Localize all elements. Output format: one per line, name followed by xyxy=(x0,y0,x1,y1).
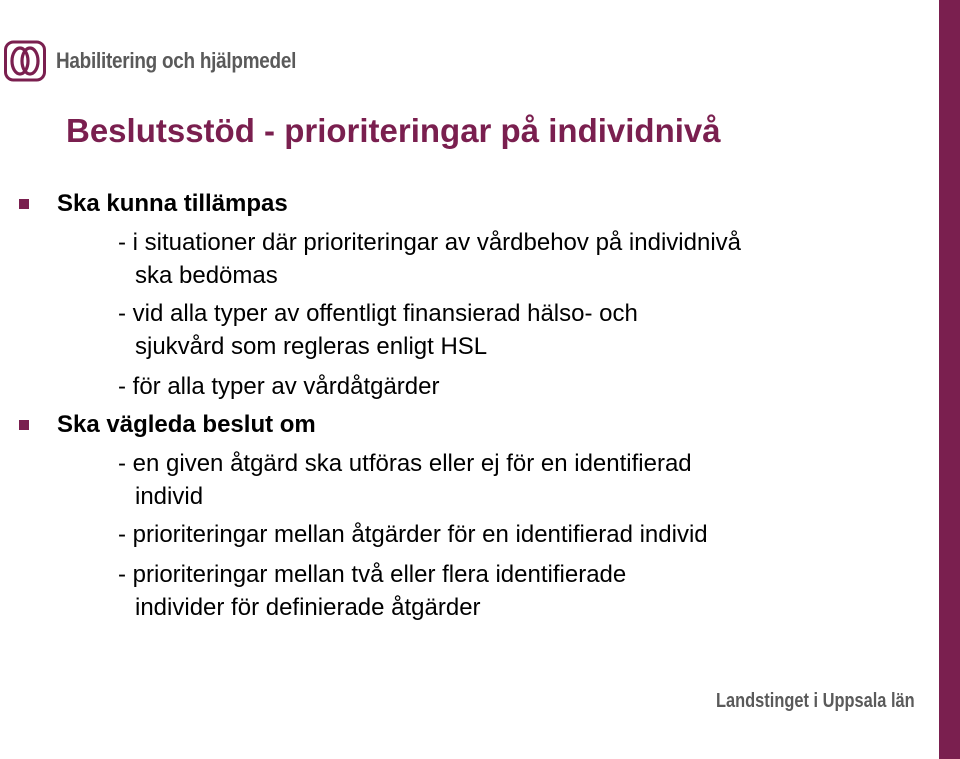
sub-item xyxy=(0,447,930,513)
sub-item-continuation: ska bedömas xyxy=(135,262,278,289)
sub-item-line: - vid alla typer av offentligt finansierad hälso- och xyxy=(118,300,638,327)
sub-item-continuation: individ xyxy=(135,483,204,510)
bullet-label: Ska kunna tillämpas xyxy=(57,190,288,217)
sub-item-continuation: sjukvård som regleras enligt HSL xyxy=(135,333,488,360)
sub-item-line: - prioriteringar mellan två eller flera identifierade xyxy=(118,561,627,588)
slide-title: Beslutsstöd - prioriteringar på individnivå xyxy=(66,112,721,149)
square-bullet-icon xyxy=(19,420,29,430)
sub-item-continuation: individer för definierade åtgärder xyxy=(135,594,481,621)
bullet-label: Ska vägleda beslut om xyxy=(57,411,316,438)
header xyxy=(4,38,335,84)
org-name: Habilitering och hjälpmedel xyxy=(56,48,297,73)
sub-item xyxy=(0,370,930,403)
sub-item-line: - prioriteringar mellan åtgärder för en identifierad individ xyxy=(118,521,708,548)
square-bullet-icon xyxy=(19,199,29,209)
intertwined-circles-logo-icon xyxy=(4,39,46,83)
sub-item xyxy=(0,297,930,363)
sub-item xyxy=(0,518,930,551)
slide-content xyxy=(0,186,930,624)
sub-item-line: - för alla typer av vårdåtgärder xyxy=(118,373,440,400)
sub-item-line: - i situationer där prioriteringar av vårdbehov på individnivå xyxy=(118,229,741,256)
footer-org-name: Landstinget i Uppsala län xyxy=(716,690,915,712)
sub-item-line: - en given åtgärd ska utföras eller ej för en identifierad xyxy=(118,450,692,477)
bullet-item xyxy=(0,407,930,443)
right-accent-bar xyxy=(939,0,960,759)
sub-item xyxy=(0,226,930,292)
sub-item xyxy=(0,558,930,624)
bullet-item xyxy=(0,186,930,222)
